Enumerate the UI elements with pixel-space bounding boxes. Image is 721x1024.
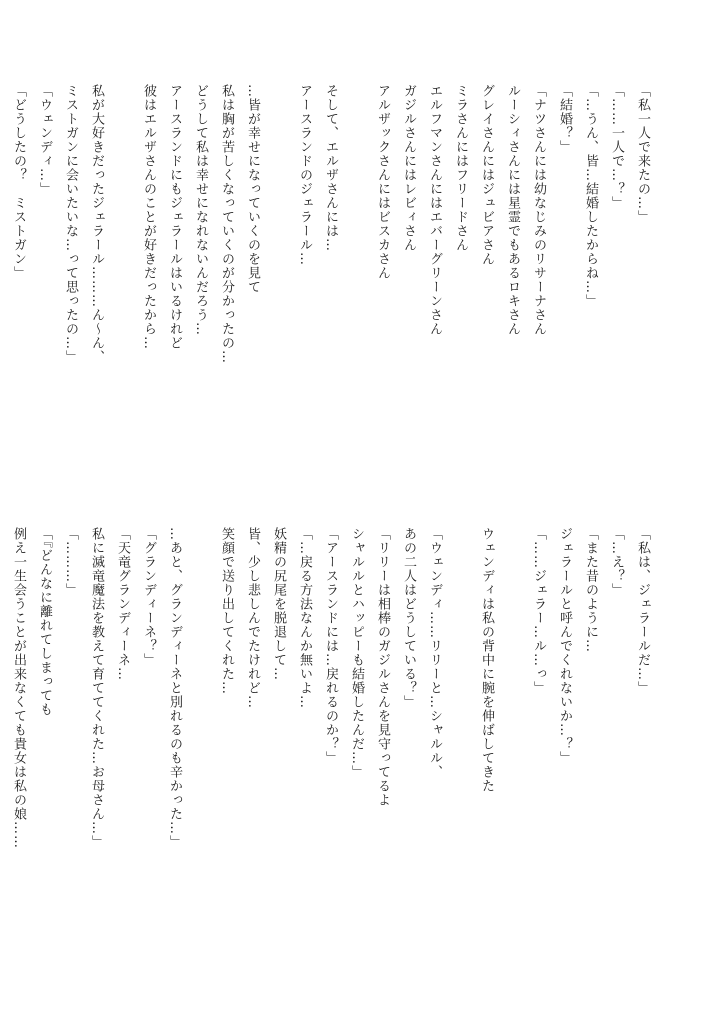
text-line: 「ウェンディ…」 bbox=[37, 84, 52, 196]
text-line: 皆、少し悲しんでたけれど… bbox=[245, 527, 260, 709]
text-line: …皆が幸せになっていくのを見て bbox=[245, 84, 260, 294]
text-line: アースランドのジェラール… bbox=[297, 84, 312, 266]
text-line: 「どうしたの？ ミストガン」 bbox=[11, 84, 26, 280]
text-line: 「グランディーネ？」 bbox=[141, 527, 156, 667]
text-line: 彼はエルザさんのことが好きだったから… bbox=[141, 84, 156, 350]
blank-line bbox=[499, 527, 525, 997]
text-line: 私は胸が苦しくなっていくのが分かったの… bbox=[219, 84, 234, 364]
text-line: 「…戻る方法なんか無いよ… bbox=[297, 527, 312, 709]
text-line: 「…え？」 bbox=[609, 527, 624, 597]
text-line: 「私一人で来たの…」 bbox=[635, 84, 650, 224]
text-line: 「天竜グランディーネ… bbox=[115, 527, 130, 681]
text-line: 「……一人で…？」 bbox=[609, 84, 624, 210]
blank-line bbox=[109, 84, 135, 524]
blank-line bbox=[187, 527, 213, 997]
text-line: どうして私は幸せになれないんだろう… bbox=[193, 84, 208, 336]
text-line: ウェンディは私の背中に腕を伸ばしてきた bbox=[479, 527, 494, 793]
text-line: そして、エルザさんには… bbox=[323, 84, 338, 252]
text-line: エルフマンさんにはエバーグリーンさん bbox=[427, 84, 442, 336]
text-line: 「リリーは相棒のガジルさんを見守ってるよ bbox=[375, 527, 390, 807]
text-line: ジェラールと呼んでくれないか…？」 bbox=[557, 527, 572, 765]
text-line: あの二人はどうしている？」 bbox=[401, 527, 416, 709]
text-line: シャルルとハッピーも結婚したんだ…」 bbox=[349, 527, 364, 779]
text-line: 「……ジェラー…ル…っ」 bbox=[531, 527, 546, 695]
text-line: ミストガンに会いたいな…って思ったの…」 bbox=[63, 84, 78, 364]
text-line: 妖精の尻尾を脱退して… bbox=[271, 527, 286, 681]
text-line: アルザックさんにはビスカさん bbox=[375, 84, 390, 280]
text-line: 「………」 bbox=[63, 527, 78, 597]
text-line: 例え一生会うことが出来なくても貴女は私の娘…… bbox=[11, 527, 26, 849]
text-line: 「アースランドには…戻れるのか？」 bbox=[323, 527, 338, 765]
bottom-text-block bbox=[5, 527, 655, 997]
text-line: ミラさんにはフリードさん bbox=[453, 84, 468, 252]
text-line: 「…うん、皆…結婚したからね…」 bbox=[583, 84, 598, 308]
blank-line bbox=[265, 84, 291, 524]
text-line: アースランドにもジェラールはいるけれど bbox=[167, 84, 182, 350]
text-line: 「結婚？」 bbox=[557, 84, 572, 154]
text-line: ルーシィさんには星霊でもあるロキさん bbox=[505, 84, 520, 336]
text-line: 「私は、ジェラールだ…」 bbox=[635, 527, 650, 695]
text-line: 私に滅竜魔法を教えて育ててくれた…お母さん…」 bbox=[89, 527, 104, 849]
blank-line bbox=[447, 527, 473, 997]
text-line: 「ナツさんには幼なじみのリサーナさん bbox=[531, 84, 546, 336]
text-line: …あと、グランディーネと別れるのも辛かった…」 bbox=[167, 527, 182, 849]
text-line: 「『どんなに離れてしまっても bbox=[37, 527, 52, 717]
text-line: 「また昔のように… bbox=[583, 527, 598, 653]
text-line: ガジルさんにはレビィさん bbox=[401, 84, 416, 252]
text-line: 笑顔で送り出してくれた… bbox=[219, 527, 234, 695]
text-line: 私が大好きだったジェラール………ん～ん、 bbox=[89, 84, 104, 364]
top-text-block bbox=[5, 84, 655, 524]
text-line: 「ウェンディ……リリーと…シャルル、 bbox=[427, 527, 442, 779]
text-line: グレイさんにはジュビアさん bbox=[479, 84, 494, 266]
blank-line bbox=[343, 84, 369, 524]
